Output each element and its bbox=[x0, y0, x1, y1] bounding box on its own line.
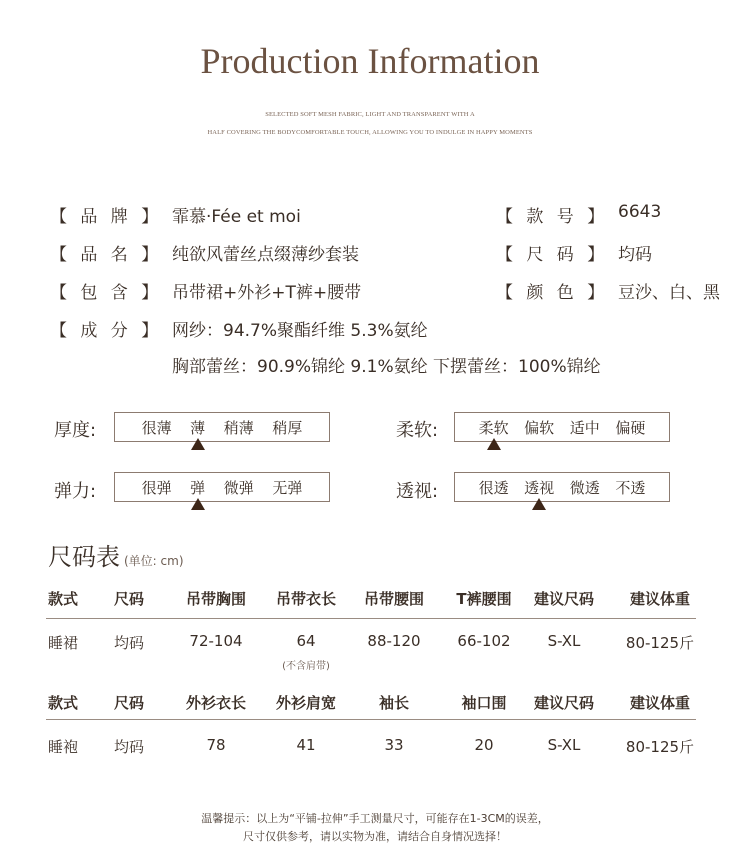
size-chart-unit: (单位: cm) bbox=[124, 554, 184, 568]
subtitle-line-2: HALF COVERING THE BODYCOMFORTABLE TOUCH, ALLOWING YOU TO INDULGE IN HAPPY MOMENTS bbox=[207, 129, 533, 136]
size-chart-title-text: 尺码表 bbox=[48, 543, 120, 571]
table-1-header-cell: 吊带衣长 bbox=[275, 590, 336, 608]
thickness-marker bbox=[191, 438, 205, 450]
table-1-header-cell: 吊带腰围 bbox=[363, 590, 424, 608]
name-label: 【 品 名 】 bbox=[50, 245, 163, 265]
includes-value: 吊带裙+外衫+T裤+腰带 bbox=[172, 283, 362, 303]
table-2-header-cell: 建议尺码 bbox=[533, 694, 594, 712]
page-title: Production Information bbox=[200, 41, 540, 81]
table-2-cell: 80-125斤 bbox=[625, 738, 695, 756]
table-2-header-cell: 建议体重 bbox=[629, 694, 690, 712]
table-1-divider bbox=[46, 618, 696, 619]
softness-option: 柔软 bbox=[478, 418, 509, 437]
table-1-header-cell: 建议体重 bbox=[629, 590, 690, 608]
softness-option: 偏硬 bbox=[615, 418, 646, 437]
thickness-label: 厚度: bbox=[54, 420, 97, 441]
transparency-marker bbox=[532, 498, 546, 510]
thickness-option: 很薄 bbox=[141, 418, 172, 437]
model-value: 6643 bbox=[618, 202, 662, 222]
table-1-cell: 66-102 bbox=[457, 632, 511, 650]
elasticity-marker bbox=[191, 498, 205, 510]
size-label: 【 尺 码 】 bbox=[496, 245, 609, 265]
brand-label: 【 品 牌 】 bbox=[50, 207, 163, 227]
name-value: 纯欲风蕾丝点缀薄纱套装 bbox=[172, 245, 359, 265]
table-2-header-cell: 袖口围 bbox=[461, 694, 507, 712]
color-value: 豆沙、白、黑 bbox=[618, 283, 720, 303]
table-1-cell: 80-125斤 bbox=[625, 634, 695, 652]
transparency-option: 微透 bbox=[569, 478, 600, 497]
softness-option: 偏软 bbox=[524, 418, 555, 437]
transparency-scale bbox=[454, 472, 670, 502]
table-1-cell: 睡裙 bbox=[48, 634, 79, 652]
table-2-divider bbox=[46, 719, 696, 720]
color-label: 【 颜 色 】 bbox=[496, 283, 609, 303]
table-2-header-cell: 袖长 bbox=[378, 694, 409, 712]
table-2-header-cell: 外衫肩宽 bbox=[275, 694, 336, 712]
table-1-cell: 64 bbox=[296, 632, 316, 650]
thickness-option: 薄 bbox=[190, 418, 206, 437]
elasticity-option: 弹 bbox=[190, 478, 206, 497]
table-2-cell: 41 bbox=[296, 736, 316, 754]
softness-marker bbox=[487, 438, 501, 450]
table-2-header-cell: 外衫衣长 bbox=[185, 694, 246, 712]
subtitle-line-1: SELECTED SOFT MESH FABRIC, LIGHT AND TRANSPARENT WITH A bbox=[265, 111, 475, 118]
table-2-header-cell: 尺码 bbox=[114, 694, 145, 712]
softness-label: 柔软: bbox=[396, 420, 439, 441]
size-chart-title bbox=[48, 537, 184, 572]
transparency-label: 透视: bbox=[396, 481, 439, 502]
table-1-header-cell: 吊带胸围 bbox=[185, 590, 246, 608]
table-2-cell: 33 bbox=[384, 736, 404, 754]
brand-value: 霏慕·Fée et moi bbox=[172, 207, 301, 227]
table-1-header-cell: 建议尺码 bbox=[533, 590, 594, 608]
table-1-cell: 均码 bbox=[114, 634, 145, 652]
transparency-option: 很透 bbox=[478, 478, 509, 497]
composition-line-1: 网纱：94.7%聚酯纤维 5.3%氨纶 bbox=[172, 321, 428, 341]
model-label: 【 款 号 】 bbox=[496, 207, 609, 227]
table-1-header-cell: 款式 bbox=[48, 590, 79, 608]
table-2-cell: 20 bbox=[474, 736, 494, 754]
elasticity-option: 很弹 bbox=[141, 478, 172, 497]
table-2-cell: 78 bbox=[206, 736, 226, 754]
elasticity-option: 微弹 bbox=[223, 478, 254, 497]
includes-label: 【 包 含 】 bbox=[50, 283, 163, 303]
table-1-cell: S-XL bbox=[547, 632, 581, 650]
transparency-option: 不透 bbox=[615, 478, 646, 497]
composition-label: 【 成 分 】 bbox=[50, 321, 163, 341]
table-2-header-cell: 款式 bbox=[48, 694, 79, 712]
elasticity-scale bbox=[114, 472, 330, 502]
table-1-note: (不含肩带) bbox=[282, 661, 330, 672]
footer-note-line-2: 尺寸仅供参考，请以实物为准，请结合自身情况选择！ bbox=[243, 830, 507, 843]
thickness-scale bbox=[114, 412, 330, 442]
softness-option: 适中 bbox=[569, 418, 600, 437]
elasticity-option: 无弹 bbox=[272, 478, 303, 497]
composition-line-2: 胸部蕾丝：90.9%锦纶 9.1%氨纶 下摆蕾丝：100%锦纶 bbox=[172, 357, 601, 377]
footer-note-line-1: 温馨提示：以上为“平铺-拉伸”手工测量尺寸，可能存在1-3CM的误差， bbox=[201, 812, 549, 825]
table-2-cell: 均码 bbox=[114, 738, 145, 756]
size-value: 均码 bbox=[618, 245, 652, 265]
transparency-option: 透视 bbox=[524, 478, 555, 497]
table-2-cell: S-XL bbox=[547, 736, 581, 754]
table-2-cell: 睡袍 bbox=[48, 738, 79, 756]
thickness-option: 稍厚 bbox=[272, 418, 303, 437]
table-1-cell: 72-104 bbox=[189, 632, 243, 650]
table-1-header-cell: 尺码 bbox=[114, 590, 145, 608]
thickness-option: 稍薄 bbox=[223, 418, 254, 437]
elasticity-label: 弹力: bbox=[54, 481, 97, 502]
table-1-header-cell: T裤腰围 bbox=[456, 590, 512, 608]
table-1-cell: 88-120 bbox=[367, 632, 421, 650]
